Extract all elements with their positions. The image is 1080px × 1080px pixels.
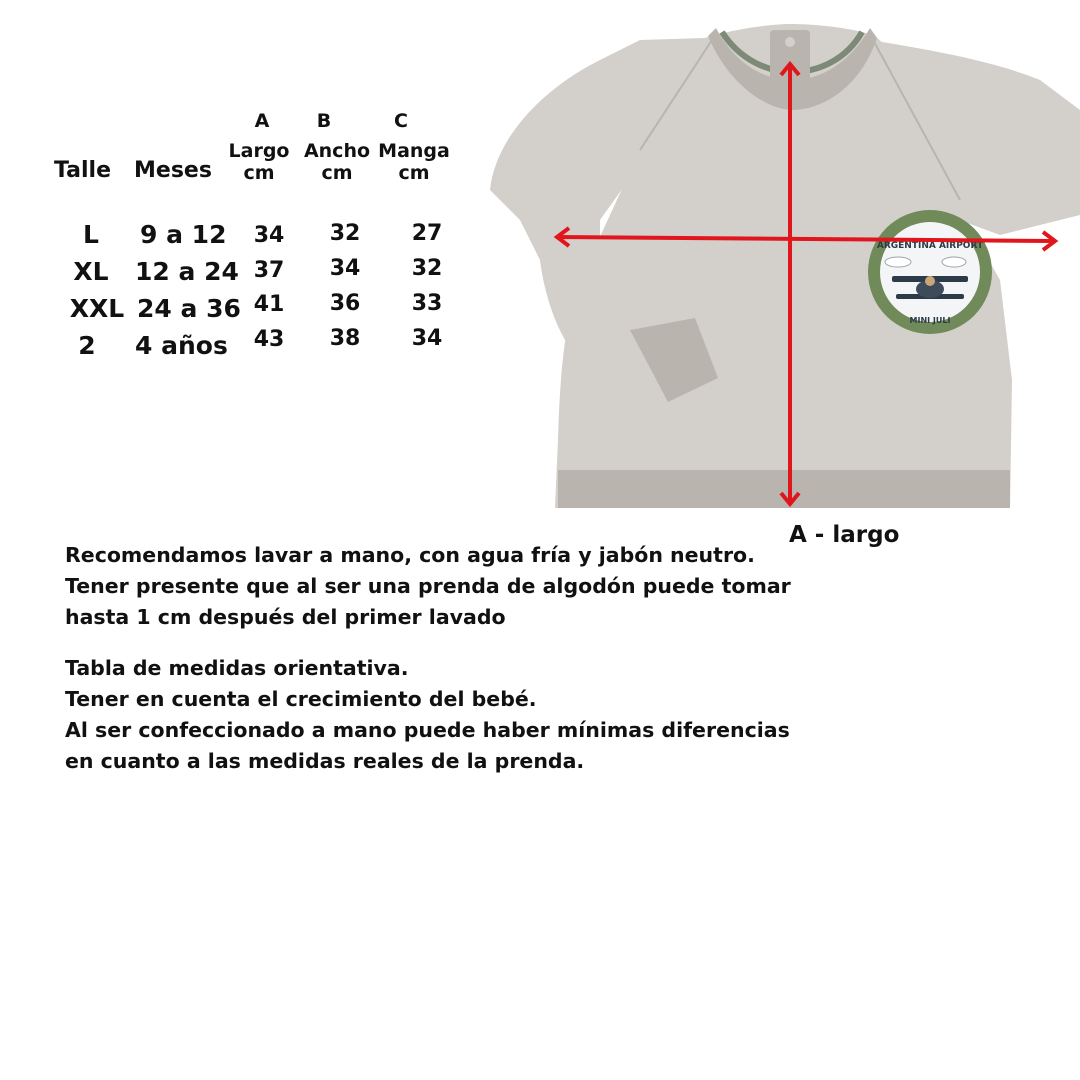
airport-patch — [868, 210, 992, 334]
biplane-pilot-icon — [925, 276, 935, 286]
column-letter-c: C — [394, 110, 408, 132]
cloud-icon — [885, 257, 911, 267]
column-letter-b: B — [316, 110, 332, 132]
months-cell: 12 a 24 — [135, 257, 239, 286]
manga-cell: 27 — [411, 221, 443, 246]
header-meses: Meses — [134, 158, 212, 183]
header-largo-label: Largo — [228, 140, 290, 162]
size-cell: L — [83, 220, 99, 249]
disclaimer-line: en cuanto a las medidas reales de la prenda. — [65, 749, 585, 773]
header-manga-unit: cm — [398, 162, 430, 184]
manga-cell: 33 — [411, 291, 443, 316]
largo-cell: 34 — [253, 223, 285, 248]
largo-cell: 43 — [253, 327, 285, 352]
disclaimer-line: Al ser confeccionado a mano puede haber mínimas diferencias — [65, 718, 790, 742]
sweater-bottom-band — [558, 470, 1010, 508]
size-cell: XL — [73, 257, 109, 286]
months-cell: 4 años — [135, 331, 228, 360]
manga-cell: 34 — [411, 326, 443, 351]
care-line: hasta 1 cm después del primer lavado — [65, 605, 506, 629]
largo-cell: 37 — [253, 258, 285, 283]
disclaimer-line: Tener en cuenta el crecimiento del bebé. — [65, 687, 537, 711]
largo-cell: 41 — [253, 292, 285, 317]
ancho-cell: 34 — [329, 256, 361, 281]
header-ancho-unit: cm — [321, 162, 353, 184]
care-instructions — [65, 540, 791, 633]
ancho-cell: 38 — [329, 326, 361, 351]
disclaimer-line: Tabla de medidas orientativa. — [65, 656, 409, 680]
disclaimer-text — [65, 653, 790, 777]
collar-button — [785, 37, 795, 47]
header-largo-unit: cm — [243, 162, 275, 184]
care-line: Recomendamos lavar a mano, con agua fría y jabón neutro. — [65, 543, 755, 567]
cloud-icon — [942, 257, 966, 267]
size-cell: 2 — [78, 331, 96, 360]
header-manga-label: Manga — [378, 140, 450, 162]
months-cell: 24 a 36 — [137, 294, 241, 323]
months-cell: 9 a 12 — [140, 220, 227, 249]
patch-bottom-text: MINI JULI — [909, 316, 951, 325]
patch-center — [880, 222, 980, 322]
header-ancho-label: Ancho — [303, 140, 371, 162]
ancho-cell: 36 — [329, 291, 361, 316]
header-talle: Talle — [54, 158, 112, 183]
manga-cell: 32 — [411, 256, 443, 281]
size-cell: XXL — [69, 294, 125, 323]
column-letter-a: A — [254, 110, 270, 132]
ancho-cell: 32 — [329, 221, 361, 246]
figure-caption: A - largo — [789, 522, 900, 548]
patch-top-text: ARGENTINA AIRPORT — [876, 241, 984, 251]
care-line: Tener presente que al ser una prenda de algodón puede tomar — [65, 574, 791, 598]
